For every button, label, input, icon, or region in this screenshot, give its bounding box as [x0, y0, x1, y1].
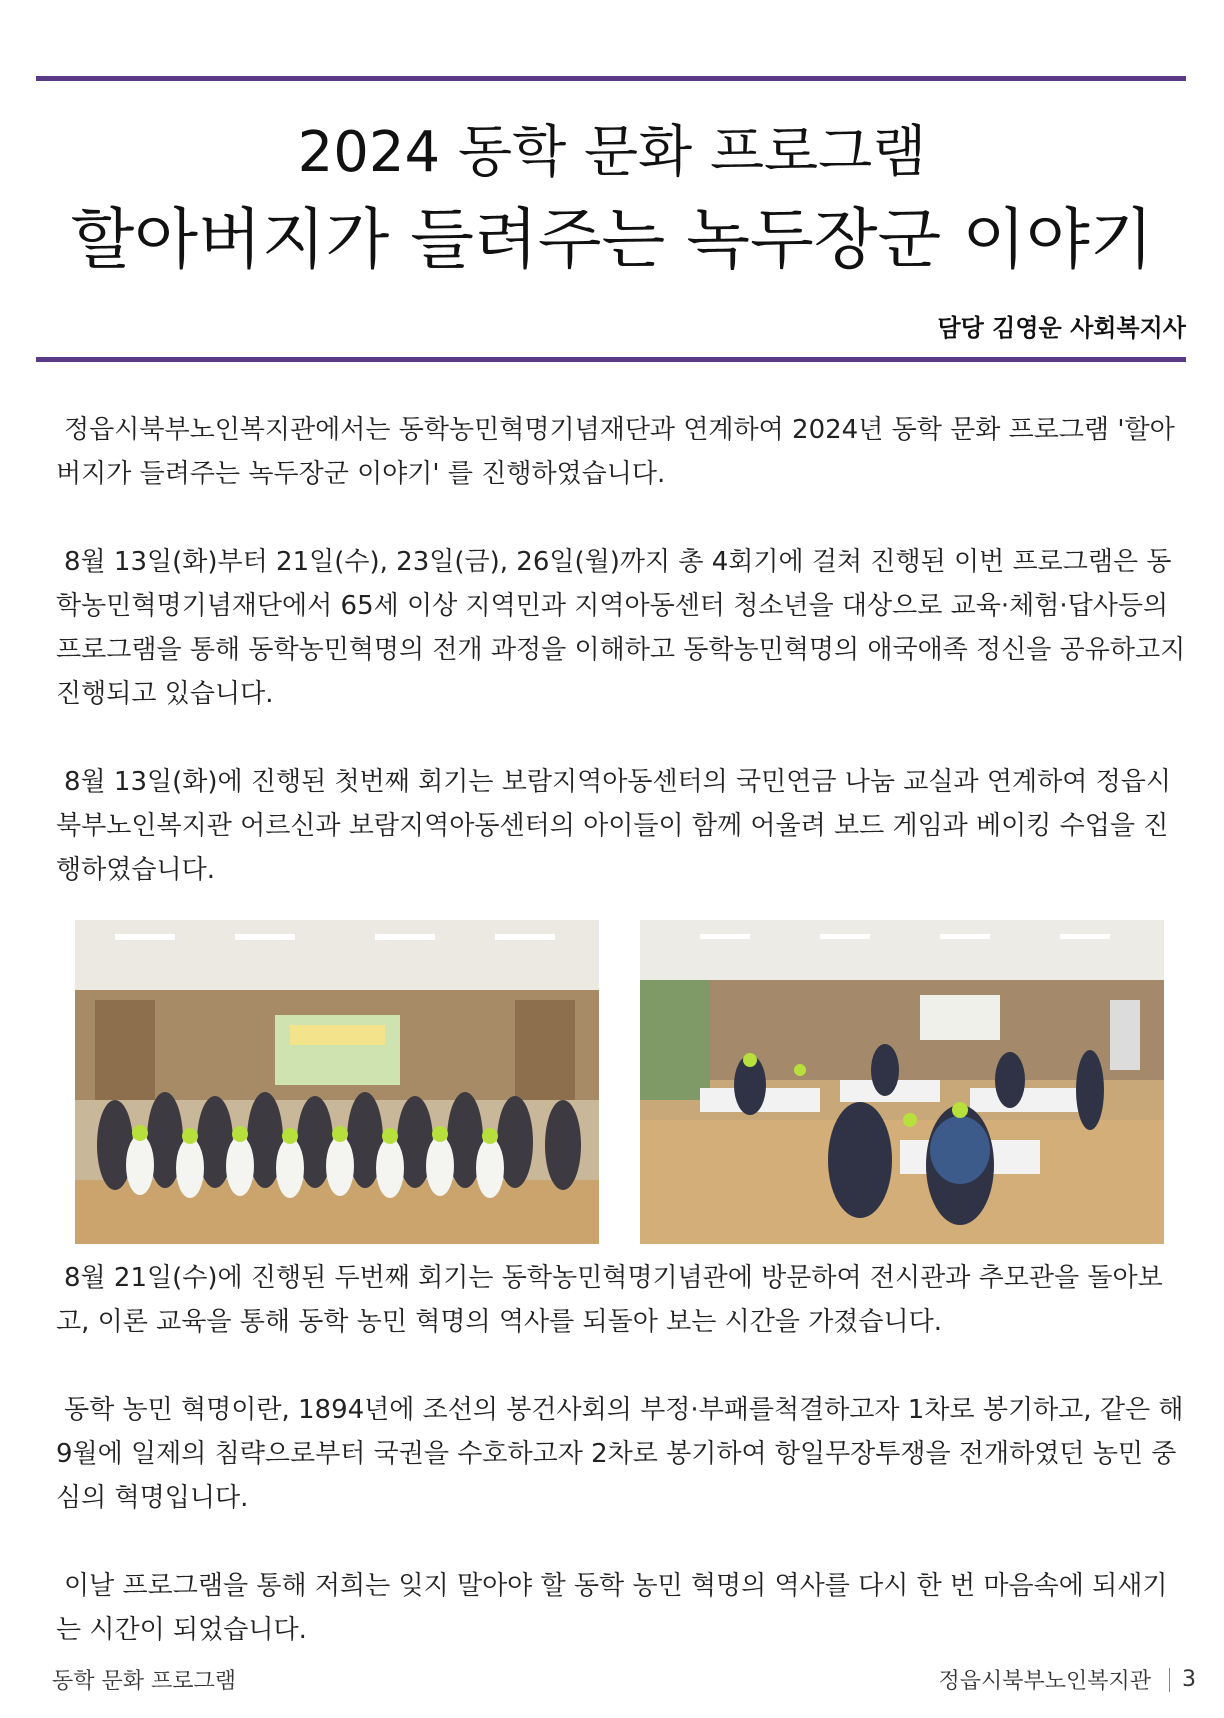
paragraph-closing: 이날 프로그램을 통해 저희는 잊지 말아야 할 동학 농민 혁명의 역사를 다시 한 번 마음속에 되새기는 시간이 되었습니다. [56, 1571, 1168, 1645]
activity-photo [640, 920, 1164, 1244]
group-photo [75, 920, 599, 1244]
author-credit: 담당 김영운 사회복지사 [937, 314, 1186, 342]
paragraph-revolution-definition: 동학 농민 혁명이란, 1894년에 조선의 봉건사회의 부정·부패를척결하고자 1차로 봉기하고, 같은 해 9월에 일제의 침략으로부터 국권을 수호하고자 2차로 봉기하여 항일무장투쟁을 전개하였던 농민 중심의 혁명입니다. [56, 1395, 1184, 1513]
paragraph-second-session: 8월 21일(수)에 진행된 두번째 회기는 동학농민혁명기념관에 방문하여 전시관과 추모관을 돌아보고, 이론 교육을 통해 동학 농민 혁명의 역사를 되돌아 보는 시간을 가졌습니다. [56, 1263, 1163, 1337]
page-title-line1: 2024 동학 문화 프로그램 [297, 120, 927, 185]
paragraph-first-session: 8월 13일(화)에 진행된 첫번째 회기는 보람지역아동센터의 국민연금 나눔 교실과 연계하여 정읍시북부노인복지관 어르신과 보람지역아동센터의 아이들이 함께 어울려 보드 게임과 베이킹 수업을 진행하였습니다. [56, 767, 1171, 885]
page-title-line2: 할아버지가 들려주는 녹두장군 이야기 [70, 201, 1154, 278]
footer-right [938, 1664, 1196, 1695]
footer-separator [1169, 1668, 1170, 1692]
footer-program-name: 동학 문화 프로그램 [52, 1669, 237, 1694]
footer-organization: 정읍시북부노인복지관 [938, 1669, 1151, 1694]
header-top-rule [36, 76, 1186, 81]
page-number: 3 [1182, 1667, 1196, 1692]
paragraph-program-overview: 8월 13일(화)부터 21일(수), 23일(금), 26일(월)까지 총 4회기에 걸쳐 진행된 이번 프로그램은 동학농민혁명기념재단에서 65세 이상 지역민과 지역아동센터 청소년을 대상으로 교육·체험·답사등의 프로그램을 통해 동학농민혁명의 전개 과정을 이해하고 동학농민혁명의 애국애족 정신을 공유하고지 진행되고 있습니다. [56, 547, 1186, 709]
header-bottom-rule [36, 357, 1186, 362]
paragraph-intro: 정읍시북부노인복지관에서는 동학농민혁명기념재단과 연계하여 2024년 동학 문화 프로그램 '할아버지가 들려주는 녹두장군 이야기' 를 진행하였습니다. [56, 415, 1175, 489]
